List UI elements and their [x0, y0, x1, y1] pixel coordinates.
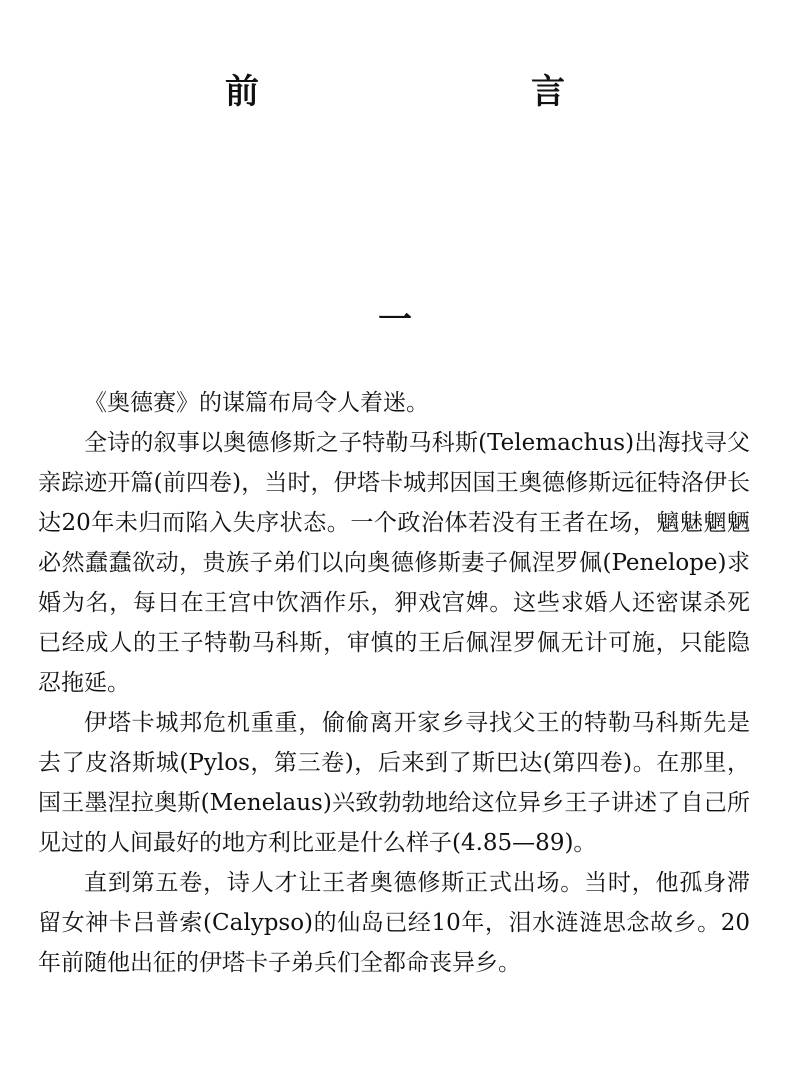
paragraph: 直到第五卷，诗人才让王者奥德修斯正式出场。当时，他孤身滞留女神卡吕普索(Calypso)的仙岛已经10年，泪水涟涟思念故乡。20年前随他出征的伊塔卡子弟兵们全都命丧异乡。: [38, 870, 750, 976]
paragraph: 全诗的叙事以奥德修斯之子特勒马科斯(Telemachus)出海找寻父亲踪迹开篇(前四卷)，当时，伊塔卡城邦因国王奥德修斯远征特洛伊长达20年未归而陷入失序状态。一个政治体若没有王者在场，魑魅魍魉必然蠢蠢欲动，贵族子弟们以向奥德修斯妻子佩涅罗佩(Penelope)求婚为名，每日在王宫中饮酒作乐，狎戏宫婢。这些求婚人还密谋杀死已经成人的王子特勒马科斯，审慎的王后佩涅罗佩无计可施，只能隐忍拖延。: [38, 430, 750, 696]
chapter-title: 前 言: [225, 72, 633, 112]
body-text: [38, 383, 750, 983]
paragraph: 伊塔卡城邦危机重重，偷偷离开家乡寻找父王的特勒马科斯先是去了皮洛斯城(Pylos，第三卷)，后来到了斯巴达(第四卷)。在那里，国王墨涅拉奥斯(Menelaus)兴致勃勃地给这位异乡王子讲述了自己所见过的人间最好的地方利比亚是什么样子(4.85—89)。: [38, 710, 750, 856]
section-number: 一: [378, 300, 412, 340]
paragraph: 《奥德赛》的谋篇布局令人着迷。: [84, 390, 429, 416]
